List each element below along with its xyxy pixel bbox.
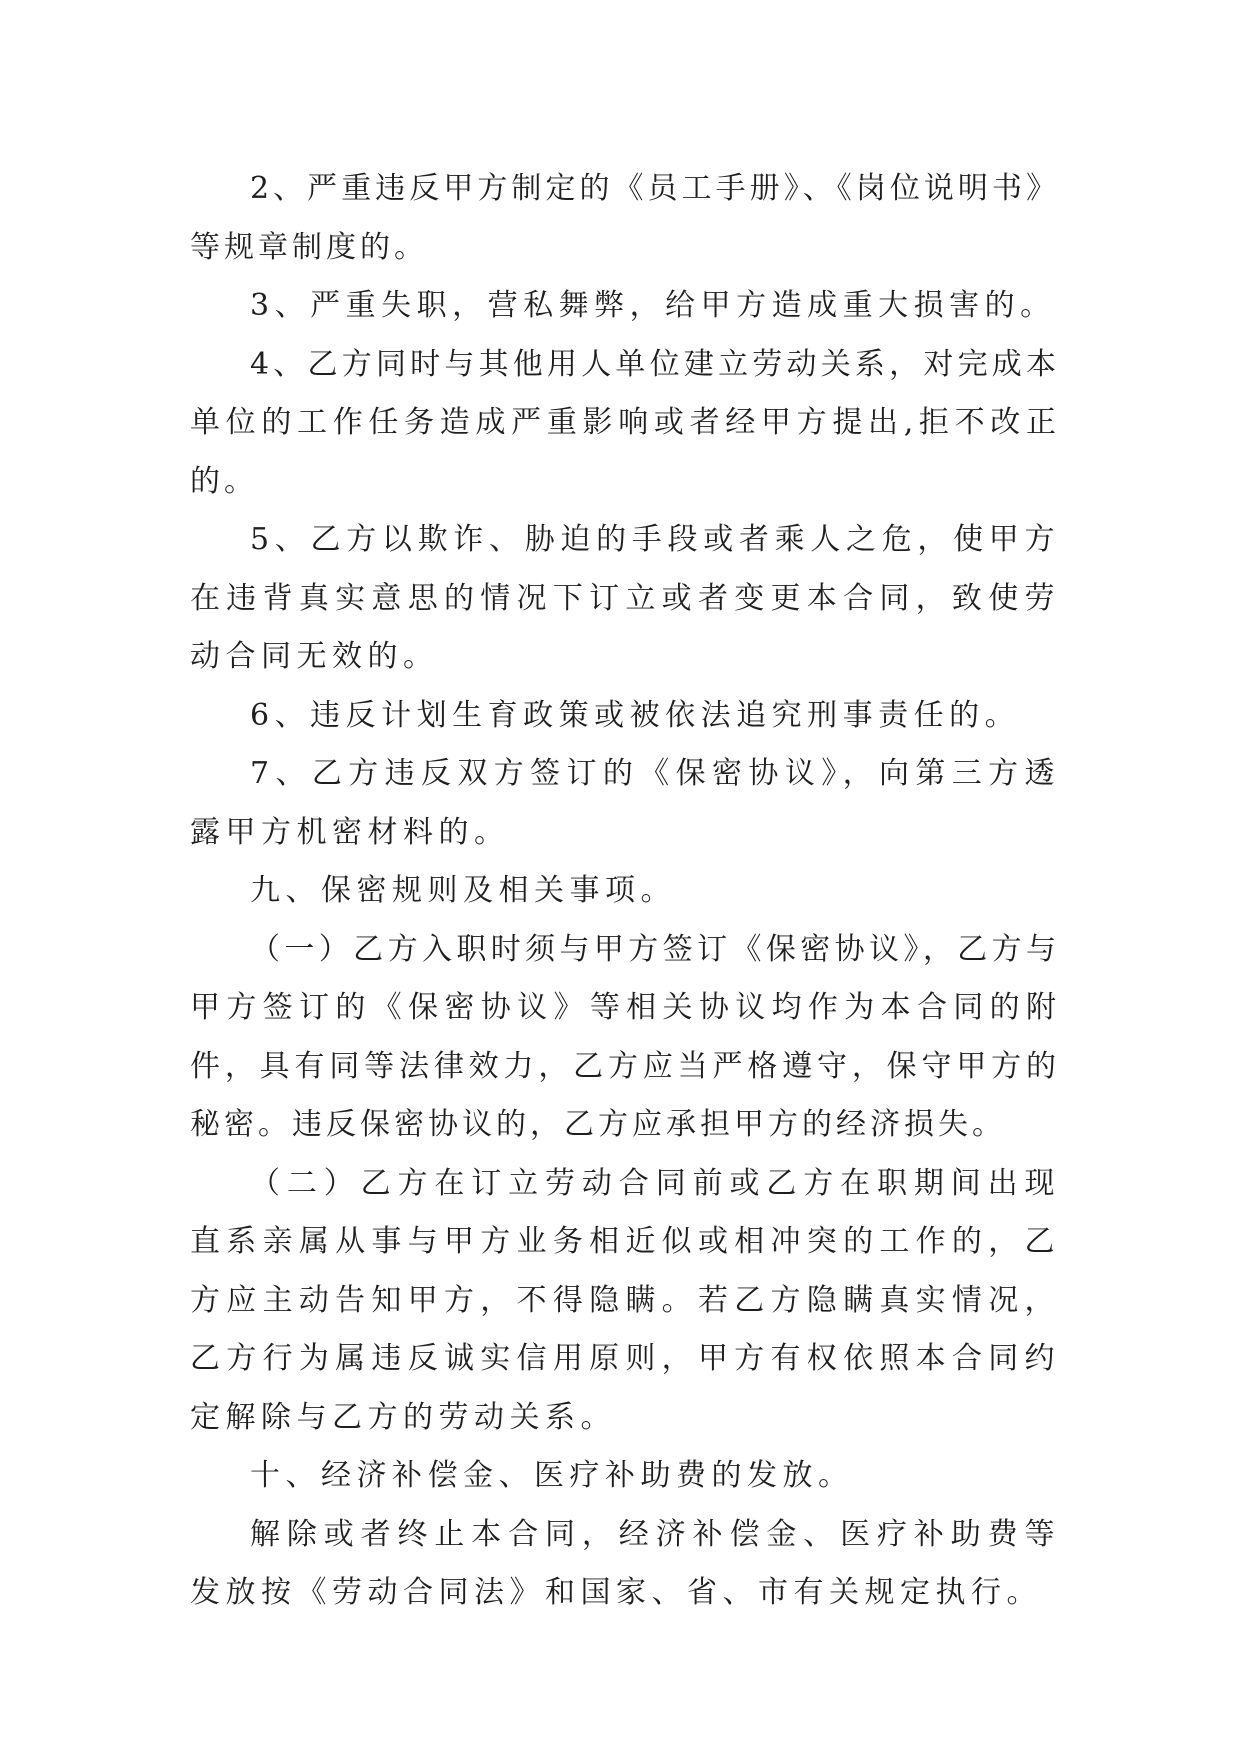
clause-7-paragraph: 7、乙方违反双方签订的《保密协议》，向第三方透露甲方机密材料的。	[190, 756, 1060, 850]
clause-2-paragraph: 2、严重违反甲方制定的《员工手册》、《岗位说明书》等规章制度的。	[190, 171, 1060, 265]
section-9-item-2-paragraph: （二）乙方在订立劳动合同前或乙方在职期间出现直系亲属从事与甲方业务相近似或相冲突的工作的，乙方应主动告知甲方，不得隐瞒。若乙方隐瞒真实情况，乙方行为属违反诚实信用原则，甲方有权依照本合同约定解除与乙方的劳动关系。	[190, 1165, 1060, 1435]
clause-5-paragraph: 5、乙方以欺诈、胁迫的手段或者乘人之危，使甲方在违背真实意思的情况下订立或者变更本合同，致使劳动合同无效的。	[190, 522, 1060, 674]
document-body	[190, 160, 1060, 1623]
section-9-item-1-paragraph: （一）乙方入职时须与甲方签订《保密协议》，乙方与甲方签订的《保密协议》等相关协议均作为本合同的附件，具有同等法律效力，乙方应当严格遵守，保守甲方的秘密。违反保密协议的，乙方应承担甲方的经济损失。	[190, 931, 1060, 1142]
section-10-body-paragraph: 解除或者终止本合同，经济补偿金、医疗补助费等发放按《劳动合同法》和国家、省、市有关规定执行。	[190, 1516, 1060, 1610]
clause-4-paragraph: 4、乙方同时与其他用人单位建立劳动关系，对完成本单位的工作任务造成严重影响或者经甲方提出,拒不改正的。	[190, 346, 1060, 499]
clause-6-paragraph: 6、违反计划生育政策或被依法追究刑事责任的。	[250, 697, 1021, 733]
section-10-heading: 十、经济补偿金、医疗补助费的发放。	[250, 1458, 854, 1493]
clause-3-paragraph: 3、严重失职，营私舞弊，给甲方造成重大损害的。	[250, 288, 1056, 323]
section-9-heading: 九、保密规则及相关事项。	[250, 873, 676, 908]
